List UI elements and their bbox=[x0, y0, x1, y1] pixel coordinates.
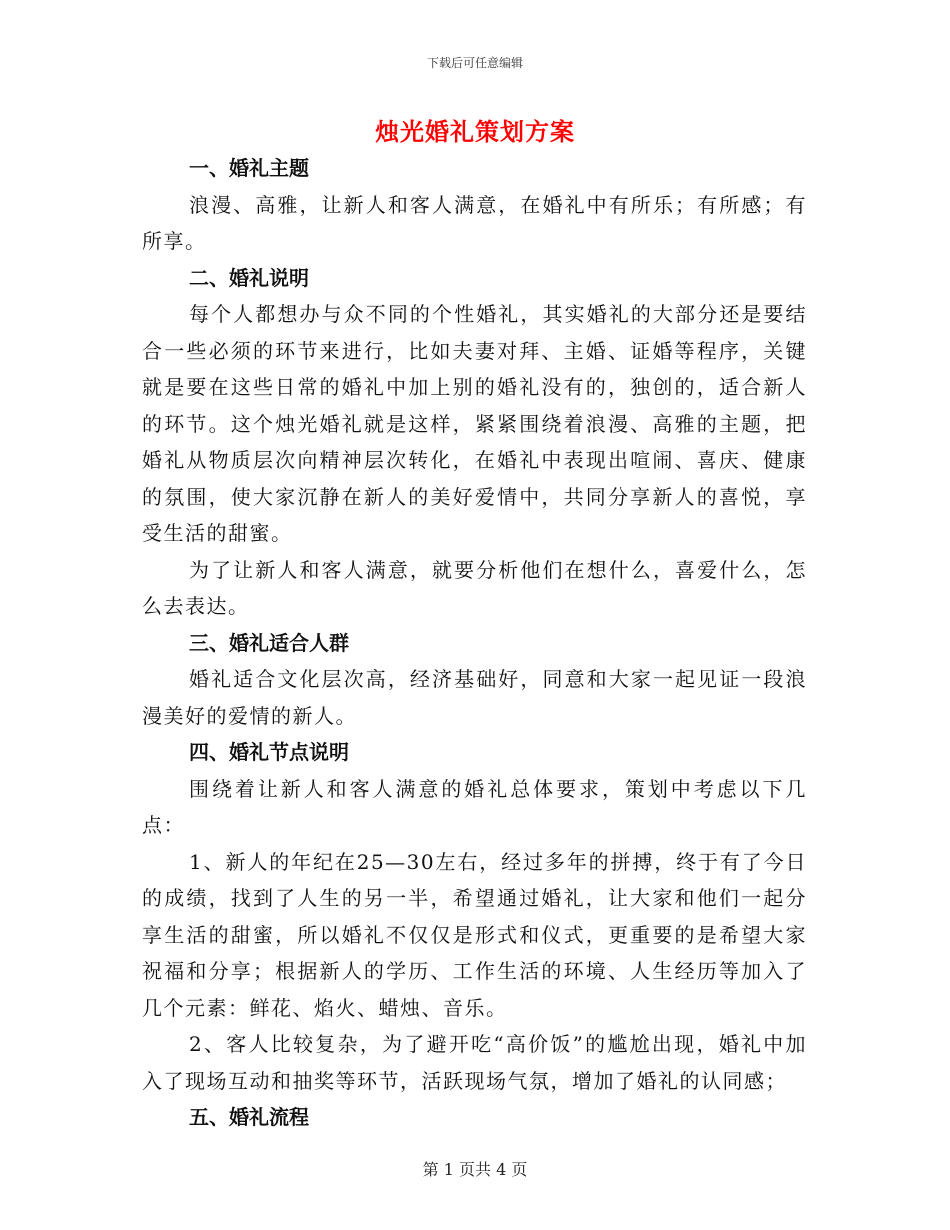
paragraph: 1、新人的年纪在25—30左右，经过多年的拼搏，终于有了今日的成绩，找到了人生的另一半，希望通过婚礼，让大家和他们一起分享生活的甜蜜，所以婚礼不仅仅是形式和仪式，更重要的是希望大家祝福和分享；根据新人的学历、工作生活的环境、人生经历等加入了几个元素：鲜花、焰火、蜡烛、音乐。 bbox=[142, 849, 807, 1020]
section-heading: 三、婚礼适合人群 bbox=[189, 630, 349, 655]
section-heading: 一、婚礼主题 bbox=[189, 156, 309, 180]
section-heading: 五、婚礼流程 bbox=[189, 1105, 309, 1129]
document-title: 烛光婚礼策划方案 bbox=[375, 117, 575, 146]
paragraph: 每个人都想办与众不同的个性婚礼，其实婚礼的大部分还是要结合一些必须的环节来进行，比如夫妻对拜、主婚、证婚等程序，关键就是要在这些日常的婚礼中加上别的婚礼没有的，独创的，适合新人的环节。这个烛光婚礼就是这样，紧紧围绕着浪漫、高雅的主题，把婚礼从物质层次向精神层次转化，在婚礼中表现出喧闹、喜庆、健康的氛围，使大家沉静在新人的美好爱情中，共同分享新人的喜悦，享受生活的甜蜜。 bbox=[142, 302, 807, 545]
document-body bbox=[142, 150, 807, 1136]
paragraph: 围绕着让新人和客人满意的婚礼总体要求，策划中考虑以下几点： bbox=[142, 776, 807, 837]
page-footer: 第 1 页共 4 页 bbox=[422, 1160, 528, 1179]
paragraph: 为了让新人和客人满意，就要分析他们在想什么，喜爱什么，怎么去表达。 bbox=[142, 557, 807, 618]
section-process bbox=[142, 1099, 807, 1136]
section-heading: 二、婚礼说明 bbox=[189, 265, 309, 290]
paragraph: 2、客人比较复杂，为了避开吃“高价饭”的尴尬出现，婚礼中加入了现场互动和抽奖等环节，活跃现场气氛，增加了婚礼的认同感； bbox=[142, 1032, 807, 1093]
page-header: 下载后可任意编辑 bbox=[426, 56, 523, 70]
section-key-points bbox=[142, 734, 807, 1099]
section-heading: 四、婚礼节点说明 bbox=[189, 740, 349, 764]
section-audience bbox=[142, 625, 807, 735]
paragraph: 浪漫、高雅，让新人和客人满意，在婚礼中有所乐；有所感；有所享。 bbox=[142, 192, 807, 253]
section-description bbox=[142, 260, 807, 625]
section-theme bbox=[142, 150, 807, 260]
paragraph: 婚礼适合文化层次高，经济基础好，同意和大家一起见证一段浪漫美好的爱情的新人。 bbox=[142, 667, 807, 728]
